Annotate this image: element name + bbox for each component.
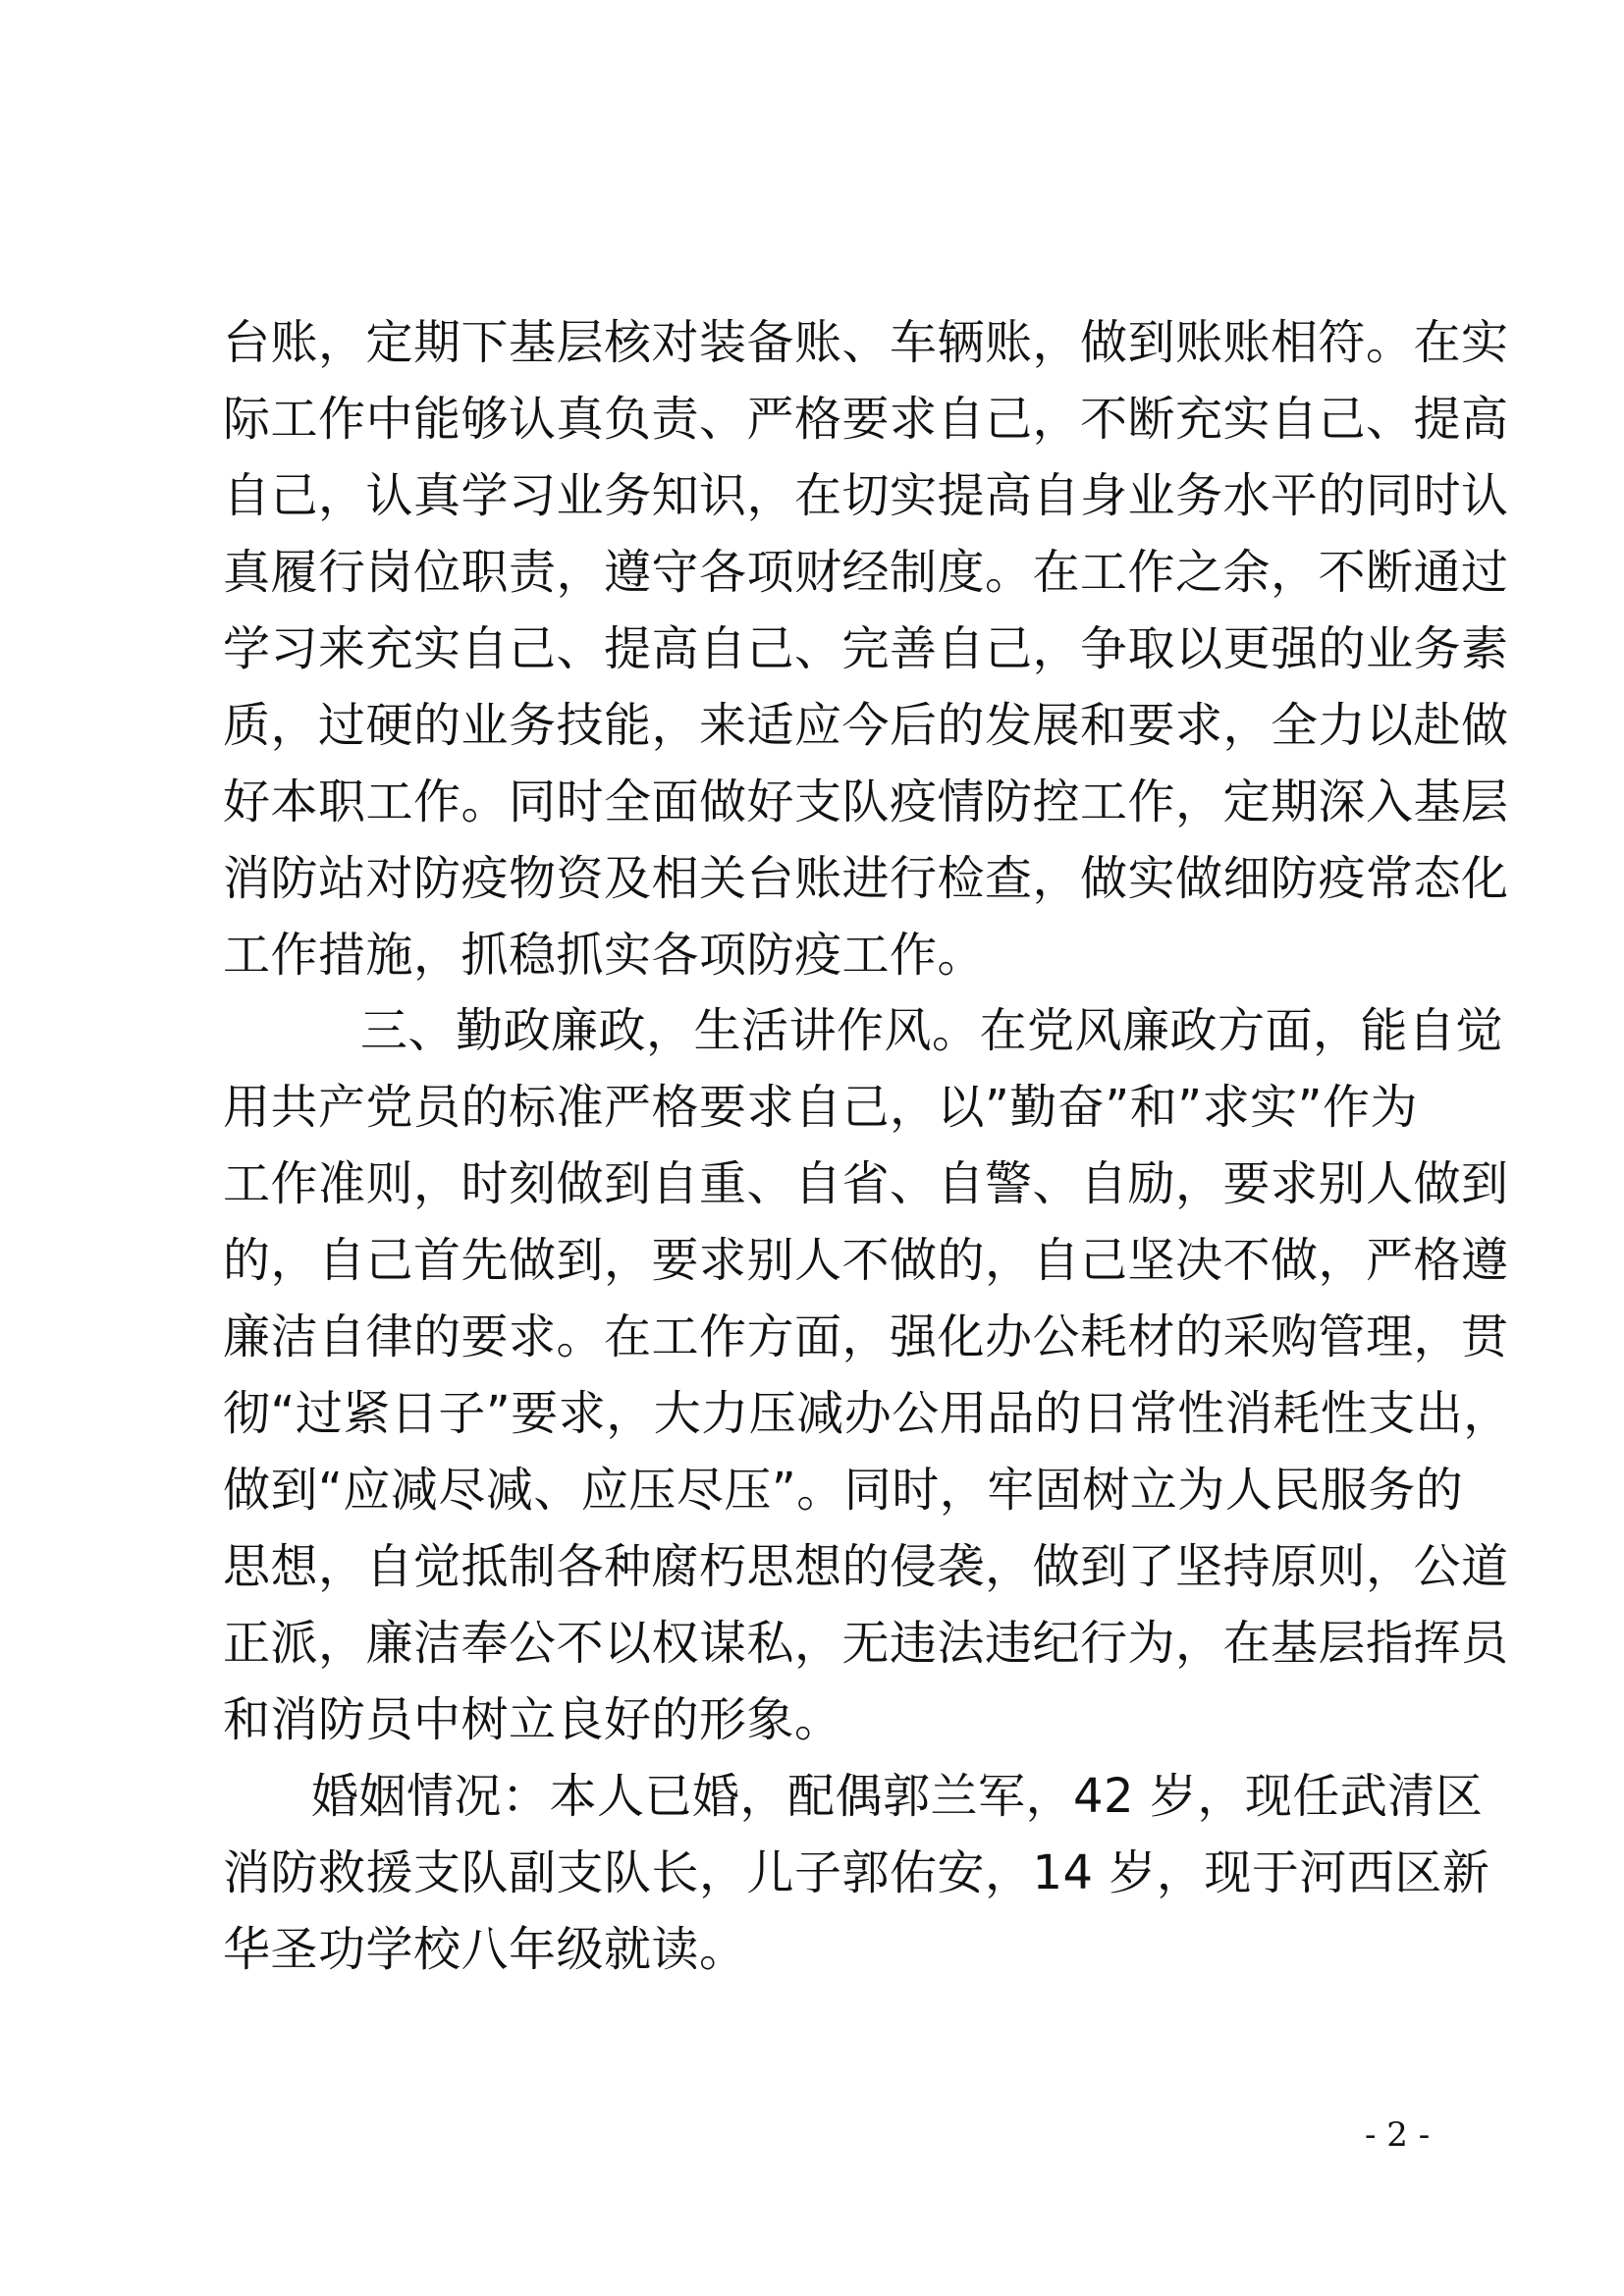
paragraph-marital-status xyxy=(223,1758,1490,1988)
text-line: 学习来充实自己、提高自己、完善自己，争取以更强的业务素 xyxy=(223,621,1509,676)
paragraph-integrity xyxy=(223,992,1511,1758)
text-line: 工作准则，时刻做到自重、自省、自警、自励，要求别人做到 xyxy=(223,1156,1509,1211)
text-line: 廉洁自律的要求。在工作方面，强化办公耗材的采购管理，贯 xyxy=(223,1309,1509,1364)
text-line: 和消防员中树立良好的形象。 xyxy=(223,1692,842,1747)
text-line: 正派，廉洁奉公不以权谋私，无违法违纪行为，在基层指挥员 xyxy=(223,1616,1509,1671)
text-line: 三、勤政廉政，生活讲作风。在党风廉政方面，能自觉 xyxy=(360,1003,1504,1058)
text-line: 婚姻情况：本人已婚，配偶郭兰军，42 岁，现任武清区 xyxy=(311,1769,1484,1824)
text-line: 彻“过紧日子”要求，大力压减办公用品的日常性消耗性支出， xyxy=(223,1386,1511,1441)
text-line: 做到“应减尽减、应压尽压”。同时，牢固树立为人民服务的 xyxy=(223,1463,1464,1518)
text-line: 华圣功学校八年级就读。 xyxy=(223,1922,747,1977)
text-line: 质，过硬的业务技能，来适应今后的发展和要求，全力以赴做 xyxy=(223,698,1509,753)
text-line: 的，自己首先做到，要求别人不做的，自己坚决不做，严格遵 xyxy=(223,1233,1509,1288)
text-line: 思想，自觉抵制各种腐朽思想的侵袭，做到了坚持原则，公道 xyxy=(223,1539,1509,1594)
paragraph-ledger-work xyxy=(223,304,1509,993)
text-line: 消防救援支队副支队长，儿子郭佑安，14 岁，现于河西区新 xyxy=(223,1845,1490,1900)
text-line: 自己，认真学习业务知识，在切实提高自身业务水平的同时认 xyxy=(223,468,1509,523)
text-line: 好本职工作。同时全面做好支队疫情防控工作，定期深入基层 xyxy=(223,774,1509,829)
text-line: 真履行岗位职责，遵守各项财经制度。在工作之余，不断通过 xyxy=(223,545,1509,600)
text-line: 际工作中能够认真负责、严格要求自己，不断充实自己、提高 xyxy=(223,392,1509,447)
text-line: 台账，定期下基层核对装备账、车辆账，做到账账相符。在实 xyxy=(223,315,1509,370)
text-line: 工作措施，抓稳抓实各项防疫工作。 xyxy=(223,928,986,983)
text-line: 用共产党员的标准严格要求自己，以”勤奋”和”求实”作为 xyxy=(223,1080,1418,1135)
page-number: - 2 - xyxy=(1365,2115,1431,2155)
text-line: 消防站对防疫物资及相关台账进行检查，做实做细防疫常态化 xyxy=(223,851,1509,906)
